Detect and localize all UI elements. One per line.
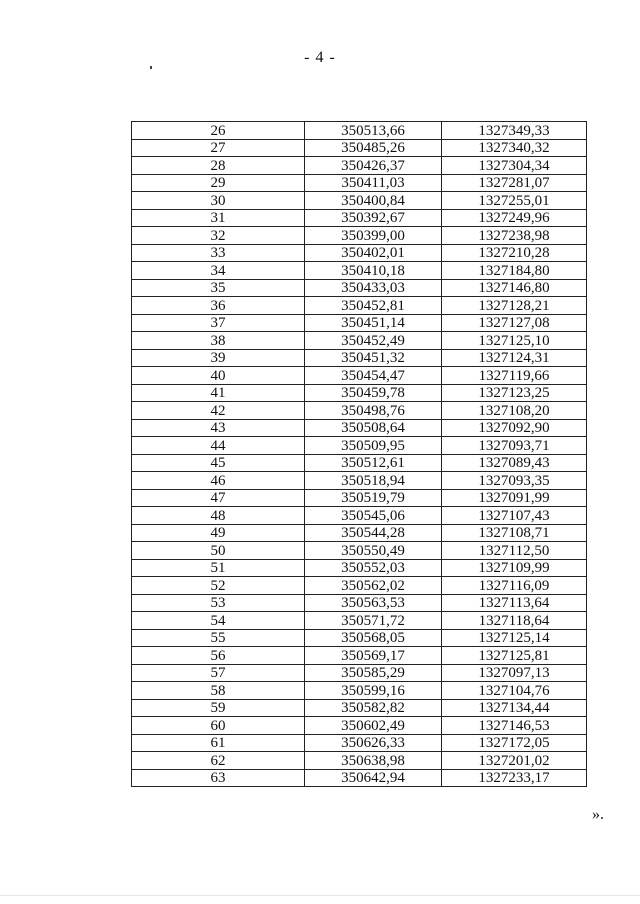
y-coordinate-cell: 1327089,43 (442, 454, 587, 472)
scan-speck (150, 66, 152, 69)
table-row (132, 262, 587, 280)
table-row (132, 542, 587, 560)
y-coordinate-cell: 1327125,81 (442, 647, 587, 665)
y-coordinate-cell: 1327119,66 (442, 367, 587, 385)
x-coordinate-cell: 350519,79 (305, 489, 442, 507)
point-number-cell: 35 (132, 279, 305, 297)
point-number-cell: 51 (132, 559, 305, 577)
x-coordinate-cell: 350571,72 (305, 612, 442, 630)
x-coordinate-cell: 350433,03 (305, 279, 442, 297)
table-row (132, 699, 587, 717)
y-coordinate-cell: 1327146,53 (442, 717, 587, 735)
point-number-cell: 28 (132, 157, 305, 175)
point-number-cell: 32 (132, 227, 305, 245)
x-coordinate-cell: 350509,95 (305, 437, 442, 455)
table-row (132, 227, 587, 245)
point-number-cell: 60 (132, 717, 305, 735)
x-coordinate-cell: 350513,66 (305, 122, 442, 140)
x-coordinate-cell: 350545,06 (305, 507, 442, 525)
point-number-cell: 34 (132, 262, 305, 280)
y-coordinate-cell: 1327123,25 (442, 384, 587, 402)
coordinates-table (131, 121, 587, 787)
y-coordinate-cell: 1327340,32 (442, 139, 587, 157)
x-coordinate-cell: 350459,78 (305, 384, 442, 402)
x-coordinate-cell: 350568,05 (305, 629, 442, 647)
point-number-cell: 29 (132, 174, 305, 192)
y-coordinate-cell: 1327233,17 (442, 769, 587, 787)
table-row (132, 332, 587, 350)
table-row (132, 559, 587, 577)
point-number-cell: 49 (132, 524, 305, 542)
y-coordinate-cell: 1327201,02 (442, 752, 587, 770)
y-coordinate-cell: 1327109,99 (442, 559, 587, 577)
point-number-cell: 59 (132, 699, 305, 717)
table-row (132, 437, 587, 455)
y-coordinate-cell: 1327093,35 (442, 472, 587, 490)
point-number-cell: 46 (132, 472, 305, 490)
x-coordinate-cell: 350400,84 (305, 192, 442, 210)
x-coordinate-cell: 350454,47 (305, 367, 442, 385)
point-number-cell: 38 (132, 332, 305, 350)
y-coordinate-cell: 1327127,08 (442, 314, 587, 332)
table-row (132, 734, 587, 752)
point-number-cell: 45 (132, 454, 305, 472)
table-row (132, 367, 587, 385)
coordinates-table-body (132, 122, 587, 787)
point-number-cell: 43 (132, 419, 305, 437)
point-number-cell: 33 (132, 244, 305, 262)
x-coordinate-cell: 350582,82 (305, 699, 442, 717)
x-coordinate-cell: 350426,37 (305, 157, 442, 175)
x-coordinate-cell: 350451,32 (305, 349, 442, 367)
x-coordinate-cell: 350392,67 (305, 209, 442, 227)
x-coordinate-cell: 350451,14 (305, 314, 442, 332)
x-coordinate-cell: 350602,49 (305, 717, 442, 735)
point-number-cell: 62 (132, 752, 305, 770)
y-coordinate-cell: 1327281,07 (442, 174, 587, 192)
table-row (132, 752, 587, 770)
table-row (132, 612, 587, 630)
point-number-cell: 63 (132, 769, 305, 787)
y-coordinate-cell: 1327091,99 (442, 489, 587, 507)
y-coordinate-cell: 1327249,96 (442, 209, 587, 227)
table-row (132, 139, 587, 157)
table-row (132, 524, 587, 542)
table-row (132, 157, 587, 175)
x-coordinate-cell: 350402,01 (305, 244, 442, 262)
x-coordinate-cell: 350452,49 (305, 332, 442, 350)
y-coordinate-cell: 1327349,33 (442, 122, 587, 140)
point-number-cell: 36 (132, 297, 305, 315)
x-coordinate-cell: 350512,61 (305, 454, 442, 472)
x-coordinate-cell: 350562,02 (305, 577, 442, 595)
table-row (132, 507, 587, 525)
point-number-cell: 44 (132, 437, 305, 455)
table-row (132, 174, 587, 192)
x-coordinate-cell: 350550,49 (305, 542, 442, 560)
table-row (132, 647, 587, 665)
table-row (132, 577, 587, 595)
closing-quote-mark: ». (592, 806, 604, 823)
x-coordinate-cell: 350485,26 (305, 139, 442, 157)
point-number-cell: 26 (132, 122, 305, 140)
y-coordinate-cell: 1327097,13 (442, 664, 587, 682)
y-coordinate-cell: 1327107,43 (442, 507, 587, 525)
y-coordinate-cell: 1327125,14 (442, 629, 587, 647)
y-coordinate-cell: 1327304,34 (442, 157, 587, 175)
y-coordinate-cell: 1327108,71 (442, 524, 587, 542)
y-coordinate-cell: 1327134,44 (442, 699, 587, 717)
x-coordinate-cell: 350552,03 (305, 559, 442, 577)
point-number-cell: 56 (132, 647, 305, 665)
point-number-cell: 48 (132, 507, 305, 525)
y-coordinate-cell: 1327113,64 (442, 594, 587, 612)
point-number-cell: 40 (132, 367, 305, 385)
y-coordinate-cell: 1327255,01 (442, 192, 587, 210)
table-row (132, 489, 587, 507)
point-number-cell: 58 (132, 682, 305, 700)
table-row (132, 769, 587, 787)
table-row (132, 419, 587, 437)
point-number-cell: 50 (132, 542, 305, 560)
y-coordinate-cell: 1327210,28 (442, 244, 587, 262)
y-coordinate-cell: 1327118,64 (442, 612, 587, 630)
point-number-cell: 42 (132, 402, 305, 420)
x-coordinate-cell: 350544,28 (305, 524, 442, 542)
y-coordinate-cell: 1327092,90 (442, 419, 587, 437)
x-coordinate-cell: 350508,64 (305, 419, 442, 437)
point-number-cell: 52 (132, 577, 305, 595)
point-number-cell: 57 (132, 664, 305, 682)
table-row (132, 244, 587, 262)
x-coordinate-cell: 350638,98 (305, 752, 442, 770)
point-number-cell: 55 (132, 629, 305, 647)
table-row (132, 384, 587, 402)
table-row (132, 682, 587, 700)
point-number-cell: 39 (132, 349, 305, 367)
point-number-cell: 53 (132, 594, 305, 612)
x-coordinate-cell: 350585,29 (305, 664, 442, 682)
table-row (132, 349, 587, 367)
point-number-cell: 61 (132, 734, 305, 752)
x-coordinate-cell: 350410,18 (305, 262, 442, 280)
x-coordinate-cell: 350452,81 (305, 297, 442, 315)
x-coordinate-cell: 350599,16 (305, 682, 442, 700)
point-number-cell: 41 (132, 384, 305, 402)
x-coordinate-cell: 350498,76 (305, 402, 442, 420)
x-coordinate-cell: 350642,94 (305, 769, 442, 787)
table-row (132, 122, 587, 140)
x-coordinate-cell: 350399,00 (305, 227, 442, 245)
y-coordinate-cell: 1327112,50 (442, 542, 587, 560)
table-row (132, 629, 587, 647)
y-coordinate-cell: 1327108,20 (442, 402, 587, 420)
table-row (132, 209, 587, 227)
point-number-cell: 47 (132, 489, 305, 507)
table-row (132, 192, 587, 210)
y-coordinate-cell: 1327172,05 (442, 734, 587, 752)
y-coordinate-cell: 1327184,80 (442, 262, 587, 280)
table-row (132, 472, 587, 490)
point-number-cell: 31 (132, 209, 305, 227)
point-number-cell: 37 (132, 314, 305, 332)
table-row (132, 402, 587, 420)
y-coordinate-cell: 1327238,98 (442, 227, 587, 245)
x-coordinate-cell: 350518,94 (305, 472, 442, 490)
table-row (132, 717, 587, 735)
y-coordinate-cell: 1327124,31 (442, 349, 587, 367)
point-number-cell: 30 (132, 192, 305, 210)
table-row (132, 279, 587, 297)
y-coordinate-cell: 1327104,76 (442, 682, 587, 700)
x-coordinate-cell: 350411,03 (305, 174, 442, 192)
y-coordinate-cell: 1327093,71 (442, 437, 587, 455)
x-coordinate-cell: 350626,33 (305, 734, 442, 752)
point-number-cell: 27 (132, 139, 305, 157)
y-coordinate-cell: 1327128,21 (442, 297, 587, 315)
page-number: - 4 - (304, 49, 336, 66)
table-row (132, 454, 587, 472)
x-coordinate-cell: 350569,17 (305, 647, 442, 665)
x-coordinate-cell: 350563,53 (305, 594, 442, 612)
y-coordinate-cell: 1327125,10 (442, 332, 587, 350)
y-coordinate-cell: 1327146,80 (442, 279, 587, 297)
table-row (132, 314, 587, 332)
table-row (132, 664, 587, 682)
y-coordinate-cell: 1327116,09 (442, 577, 587, 595)
point-number-cell: 54 (132, 612, 305, 630)
table-row (132, 297, 587, 315)
bottom-edge-line (0, 895, 640, 896)
table-row (132, 594, 587, 612)
